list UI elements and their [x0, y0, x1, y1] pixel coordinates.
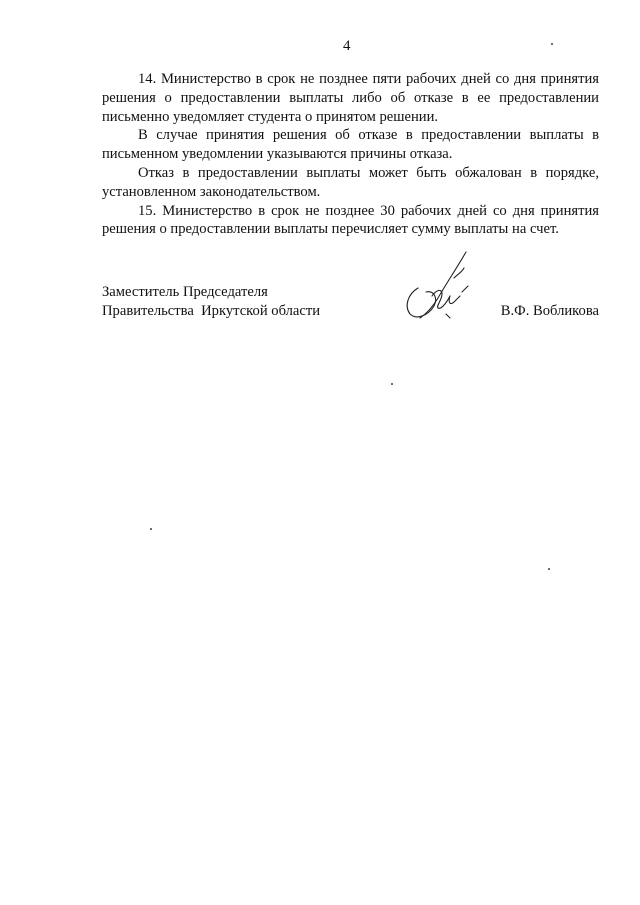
paragraph-refusal-notice: В случае принятия решения об отказе в предоставлении выплаты в письменном уведомлении указываются причины отказа. — [102, 127, 599, 163]
signatory-position-line-1: Заместитель Председателя — [102, 284, 268, 300]
paragraph-appeal: Отказ в предоставлении выплаты может быть обжалован в порядке, установленном законодательством. — [102, 164, 599, 200]
scan-speck — [548, 568, 550, 570]
scan-speck — [150, 528, 152, 530]
document-body — [102, 70, 599, 239]
signature-block — [102, 283, 599, 343]
scan-speck — [391, 383, 393, 385]
signatory-position-line-2: Правительства Иркутской области — [102, 302, 321, 319]
handwritten-signature — [398, 248, 488, 330]
signatory-position — [102, 283, 320, 321]
scan-speck — [551, 43, 553, 45]
signatory-name: В.Ф. Вобликова — [500, 302, 599, 319]
paragraph-15: 15. Министерство в срок не позднее 30 рабочих дней со дня принятия решения о предоставлении выплаты перечисляет сумму выплаты на счет. — [102, 202, 599, 238]
paragraph-14: 14. Министерство в срок не позднее пяти рабочих дней со дня принятия решения о предоставлении выплаты либо об отказе в ее предоставлении письменно уведомляет студента о принятом решении. — [102, 71, 599, 125]
page-number: 4 — [343, 38, 351, 54]
